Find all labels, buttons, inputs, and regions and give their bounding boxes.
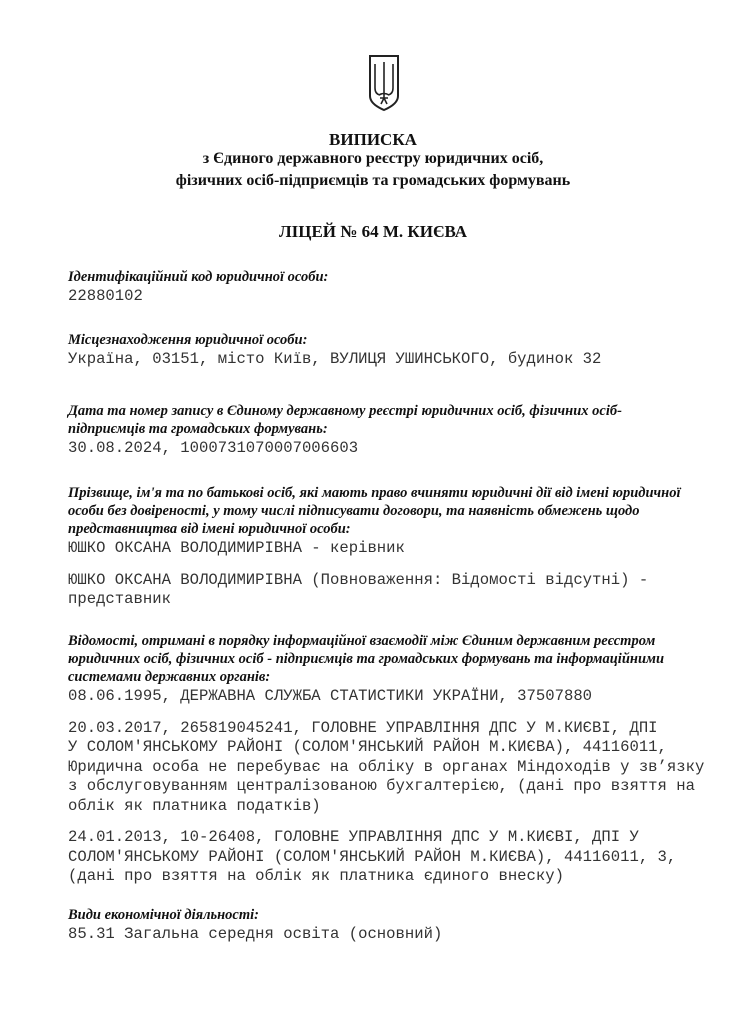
signatories-label: Прізвище, ім'я та по батькові осіб, які мають право вчиняти юридичні дії від імені юридичної особи без довіреності, у тому числі підписувати договори, та наявність обмежень щодо представництва від імені юридичної особи:	[68, 485, 681, 537]
entity-name: ЛІЦЕЙ № 64 М. КИЄВА	[278, 222, 468, 241]
signatory-entry: ЮШКО ОКСАНА ВОЛОДИМИРІВНА (Повноваження: Відомості відсутні) - представник	[68, 570, 649, 608]
id-code-label: Ідентифікаційний код юридичної особи:	[68, 269, 329, 285]
id-code-value: 22880102	[68, 287, 143, 305]
document-title: ВИПИСКА	[329, 130, 417, 149]
activities-value: 85.31 Загальна середня освіта (основний)	[68, 925, 443, 943]
record-label: Дата та номер запису в Єдиному державному реєстрі юридичних осіб, фізичних осіб- підприємців та громадських формувань:	[68, 403, 622, 437]
interaction-entry: 24.01.2013, 10-26408, ГОЛОВНЕ УПРАВЛІННЯ ДПС У М.КИЄВІ, ДПІ У СОЛОМ'ЯНСЬКОМУ РАЙОНІ (СОЛОМ'ЯНСЬКИЙ РАЙОН М.КИЄВА), 44116011, 3, (дані про взяття на облік як платника єдиного внеску)	[68, 828, 677, 885]
interaction-label: Відомості, отримані в порядку інформаційної взаємодії між Єдиним державним реєстром юридичних осіб, фізичних осіб - підприємців та громадських формувань та інформаційними системами державних органів:	[68, 633, 665, 685]
activities-label: Види економічної діяльності:	[68, 907, 260, 923]
trident-icon	[366, 52, 402, 112]
interaction-entry: 08.06.1995, ДЕРЖАВНА СЛУЖБА СТАТИСТИКИ УКРАЇНИ, 37507880	[68, 687, 593, 705]
interaction-entry: 20.03.2017, 265819045241, ГОЛОВНЕ УПРАВЛІННЯ ДПС У М.КИЄВІ, ДПІ У СОЛОМ'ЯНСЬКОМУ РАЙОНІ (СОЛОМ'ЯНСЬКИЙ РАЙОН М.КИЄВА), 44116011, Юридична особа не перебуває на обліку в органах Міндоходів у зв’язку з обслуговуванням централізованою бухгалтерією, (дані про взяття на облік як платника податків)	[68, 718, 705, 815]
signatory-entry: ЮШКО ОКСАНА ВОЛОДИМИРІВНА - керівник	[68, 539, 405, 557]
location-label: Місцезнаходження юридичної особи:	[68, 332, 308, 348]
section-signatories	[68, 484, 708, 610]
section-record	[68, 402, 708, 459]
document-subtitle-line2: фізичних осіб-підприємців та громадських формувань	[175, 172, 571, 189]
location-value: Україна, 03151, місто Київ, ВУЛИЦЯ УШИНСЬКОГО, будинок 32	[68, 350, 602, 368]
record-value: 30.08.2024, 1000731070007006603	[68, 439, 359, 457]
section-activities	[68, 906, 708, 945]
section-id-code	[68, 268, 708, 307]
section-location	[68, 331, 708, 370]
document-subtitle-line1: з Єдиного державного реєстру юридичних осіб,	[202, 150, 544, 167]
section-interaction	[68, 632, 708, 887]
